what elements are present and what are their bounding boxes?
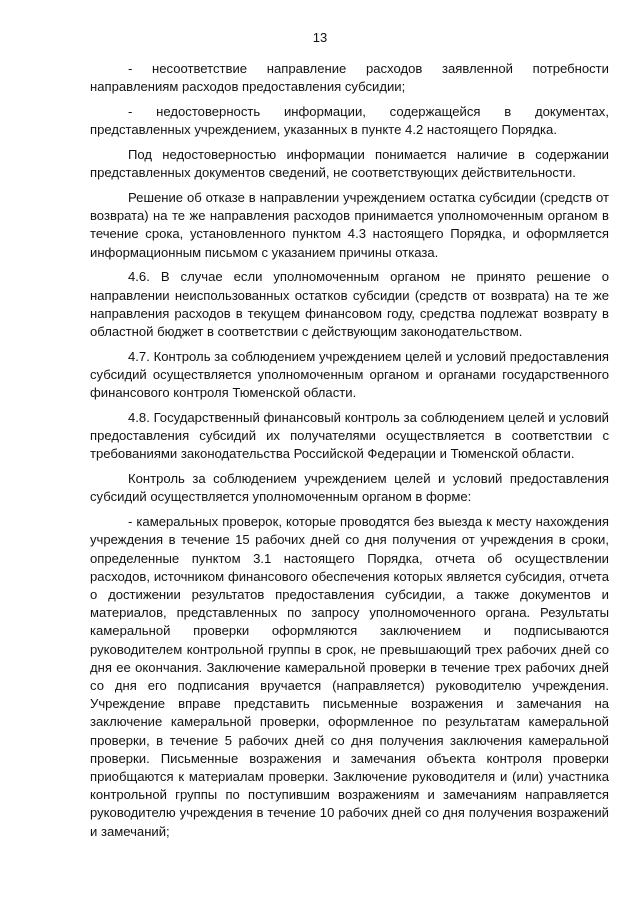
paragraph-unreliable-info-definition: Под недостоверностью информации понимается наличие в содержании представленных документов сведений, не соответствующих действительности. bbox=[90, 147, 609, 181]
paragraph-section-4-6: 4.6. В случае если уполномоченным органом не принято решение о направлении неиспользованных остатков субсидии (средств от возврата) на те же направления расходов в текущем финансовом году, средства подлежат возврату в областной бюджет в соответствии с действующим законодательством. bbox=[90, 269, 609, 340]
page-number: 13 bbox=[312, 30, 328, 45]
paragraph-desk-audits: - камеральных проверок, которые проводятся без выезда к месту нахождения учреждения в течение 15 рабочих дней со дня получения от учреждения в сроки, определенные пунктом 3.1 настоящего Порядка, отчета об осуществлении расходов, источником финансового обеспечения которых является субсидия, отчета о достижении результатов предоставления субсидии, а также документов и материалов, представленных по запросу уполномоченного органа. Результаты камеральной проверки оформляются заключением и подписываются руководителем контрольной группы в срок, не превышающий трех рабочих дней со дня ее окончания. Заключение камеральной проверки в течение трех рабочих дней со дня его подписания вручается (направляется) руководителю учреждения. Учреждение вправе представить письменные возражения и замечания на заключение камеральной проверки, оформленное по результатам камеральной проверки, в течение 5 рабочих дней со дня получения заключения камеральной проверки. Письменные возражения и замечания объекта контроля проверки приобщаются к материалам проверки. Заключение руководителя и (или) участника контрольной группы по поступившим возражениям и замечаниям направляется руководителю учреждения в течение 10 рабочих дней со дня получения возражений и замечаний; bbox=[90, 514, 609, 839]
paragraph-unreliable-info-clause: - недостоверность информации, содержащейся в документах, представленных учреждением, указанных в пункте 4.2 настоящего Порядка. bbox=[90, 104, 609, 138]
paragraph-section-4-7: 4.7. Контроль за соблюдением учреждением целей и условий предоставления субсидий осуществляется уполномоченным органом и органами государственного финансового контроля Тюменской области. bbox=[90, 348, 609, 401]
paragraph-section-4-8: 4.8. Государственный финансовый контроль за соблюдением целей и условий предоставления субсидий их получателями осуществляется в соответствии с требованиями законодательства Российской Федерации и Тюменской области. bbox=[90, 410, 609, 462]
paragraph-refusal-decision: Решение об отказе в направлении учреждением остатка субсидии (средств от возврата) на те же направления расходов принимается уполномоченным органом в течение срока, установленного пунктом 4.3 настоящего Порядка, и оформляется информационным письмом с указанием причины отказа. bbox=[90, 190, 609, 260]
paragraph-control-form-intro: Контроль за соблюдением учреждением целей и условий предоставления субсидий осуществляется уполномоченным органом в форме: bbox=[90, 471, 609, 505]
document-body bbox=[90, 60, 609, 847]
paragraph-mismatch-clause: - несоответствие направление расходов заявленной потребности направлениям расходов предоставления субсидии; bbox=[90, 61, 609, 95]
